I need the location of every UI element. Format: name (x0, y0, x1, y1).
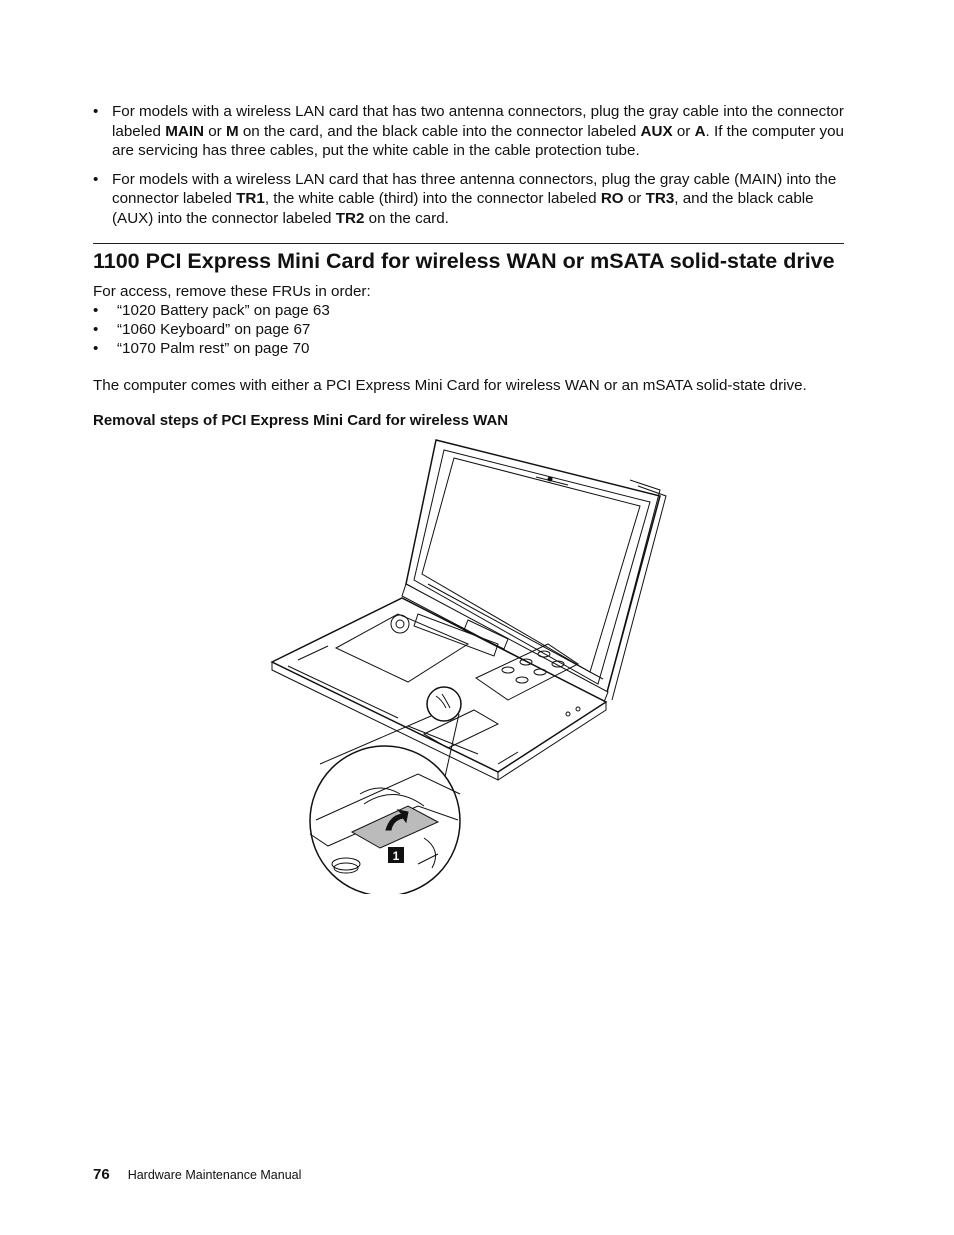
fru-link[interactable]: “1020 Battery pack” on page 63 (117, 302, 330, 319)
connector-label: MAIN (165, 122, 205, 140)
bullet-symbol: • (93, 321, 99, 338)
text-run: , the white cable (third) into the connector labeled (264, 190, 601, 207)
callout-number: 1 (392, 849, 400, 863)
removal-steps-heading: Removal steps of PCI Express Mini Card for wireless WAN (93, 412, 509, 429)
magnified-inset (310, 746, 460, 894)
fru-item (93, 339, 330, 358)
section-title: 1100 PCI Express Mini Card for wireless WAN or mSATA solid-state drive (93, 249, 835, 273)
bullet-text (112, 103, 844, 159)
connector-label: TR2 (335, 209, 365, 227)
connector-label: AUX (640, 122, 673, 140)
page-footer (93, 1166, 301, 1184)
connector-label: A (694, 122, 706, 140)
bullet-text (112, 171, 836, 227)
text-run: or (672, 122, 695, 140)
text-run: or (623, 190, 646, 207)
bullet-item (93, 170, 853, 229)
text-run: For models with a wireless LAN card that has two antenna connectors, plug the gray cable into the connector labeled (112, 103, 844, 140)
fru-item (93, 320, 330, 339)
text-run: on the card, and the black cable into the connector labeled (238, 122, 641, 140)
fru-link[interactable]: “1060 Keyboard” on page 67 (117, 321, 311, 338)
section-divider (93, 243, 844, 244)
callout-badge (388, 847, 404, 863)
text-run: or (204, 122, 226, 140)
bullet-symbol: • (93, 170, 99, 188)
text-run: on the card. (364, 209, 449, 227)
text-run: . If the computer you are servicing has three cables, put the white cable in the cable protection tube. (112, 122, 844, 159)
connector-label: TR1 (236, 190, 265, 207)
laptop-illustration (268, 434, 668, 894)
fru-removal-list (93, 301, 330, 358)
bullet-item (93, 102, 853, 161)
manual-title: Hardware Maintenance Manual (127, 1168, 302, 1182)
bullet-symbol: • (93, 302, 99, 319)
access-intro: For access, remove these FRUs in order: (93, 283, 371, 300)
fru-item (93, 301, 330, 320)
connector-label: M (225, 122, 239, 140)
fru-link[interactable]: “1070 Palm rest” on page 70 (117, 340, 310, 357)
antenna-instructions-list (93, 102, 853, 237)
bullet-symbol: • (93, 103, 99, 120)
page-number: 76 (93, 1166, 110, 1183)
text-run: For models with a wireless LAN card that has three antenna connectors, plug the gray cable (MAIN) into the connector labeled (112, 170, 837, 207)
connector-label: TR3 (645, 190, 675, 207)
intro-paragraph: The computer comes with either a PCI Express Mini Card for wireless WAN or an mSATA solid-state drive. (93, 377, 807, 394)
text-run: , and the black cable (AUX) into the connector labeled (112, 190, 814, 227)
bullet-symbol: • (93, 340, 99, 357)
connector-label: RO (600, 190, 624, 207)
